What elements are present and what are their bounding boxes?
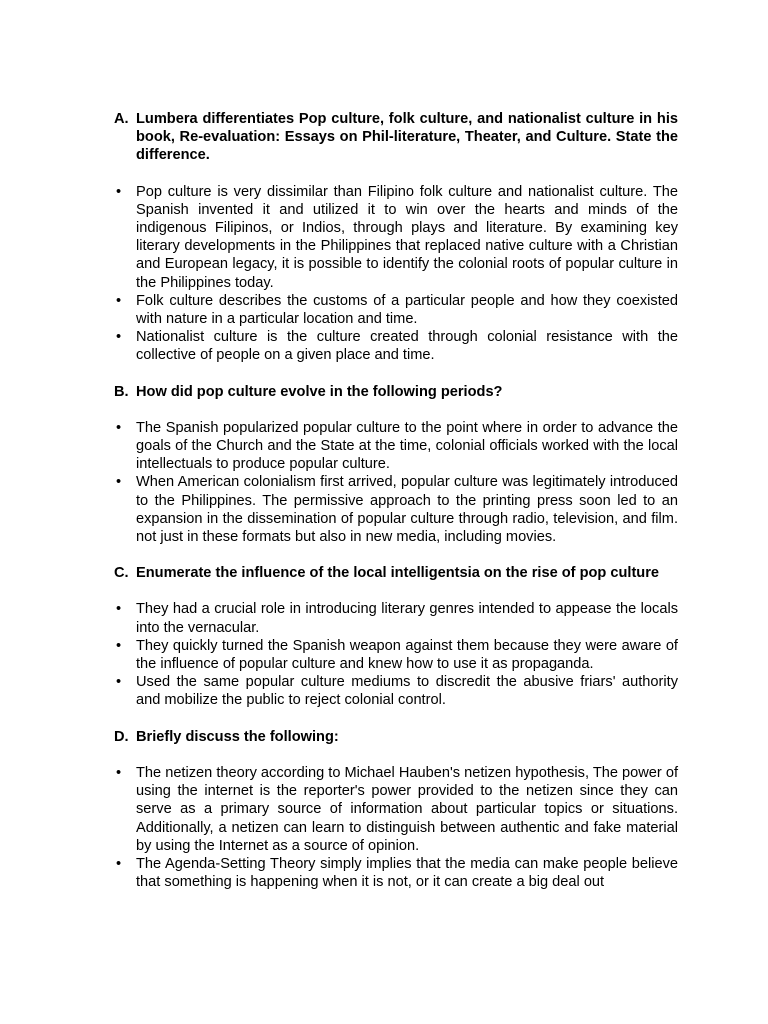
- bullet-icon: •: [116, 292, 122, 309]
- section-b: [114, 383, 678, 547]
- answer-list: [114, 419, 678, 546]
- question-text: Briefly discuss the following:: [136, 728, 339, 745]
- answer-text: The netizen theory according to Michael Hauben's netizen hypothesis, The power of using the internet is the reporter's power provided to the netizen since they can serve as a primary source of information about particular topics or situations. Additionally, a netizen can learn to distinguish between authentic and fake material by using the Internet as a source of opinion.: [136, 764, 678, 854]
- document-content: [114, 110, 678, 891]
- bullet-icon: •: [116, 855, 122, 872]
- bullet-icon: •: [116, 419, 122, 436]
- list-item: [114, 183, 678, 292]
- answer-text: The Spanish popularized popular culture to the point where in order to advance the goals of the Church and the State at the time, colonial officials worked with the local intellectuals to produce popular culture.: [136, 419, 678, 473]
- answer-list: [114, 600, 678, 709]
- list-item: [114, 637, 678, 673]
- answer-list: [114, 764, 678, 891]
- question-b: [114, 383, 678, 401]
- answer-text: They had a crucial role in introducing literary genres intended to appease the locals into the vernacular.: [136, 601, 678, 636]
- bullet-icon: •: [116, 601, 122, 618]
- question-text: How did pop culture evolve in the following periods?: [136, 383, 503, 400]
- question-letter: D.: [114, 728, 129, 745]
- section-c: [114, 564, 678, 709]
- bullet-icon: •: [116, 474, 122, 491]
- list-item: [114, 419, 678, 474]
- question-letter: A.: [114, 111, 129, 127]
- question-c: [114, 564, 678, 582]
- answer-text: Nationalist culture is the culture created through colonial resistance with the collective of people on a given place and time.: [136, 329, 678, 364]
- list-item: [114, 600, 678, 636]
- question-letter: B.: [114, 383, 129, 400]
- answer-list: [114, 183, 678, 365]
- question-a: [114, 110, 678, 165]
- section-d: [114, 728, 678, 892]
- list-item: [114, 292, 678, 328]
- question-text: Enumerate the influence of the local intelligentsia on the rise of pop culture: [136, 565, 660, 582]
- answer-text: Folk culture describes the customs of a particular people and how they coexisted with nature in a particular location and time.: [136, 292, 678, 328]
- bullet-icon: •: [116, 183, 122, 200]
- question-text: Lumbera differentiates Pop culture, folk culture, and nationalist culture in his book, Re-evaluation: Essays on Phil-literature, Theater, and Culture. State the difference.: [136, 111, 678, 164]
- answer-text: They quickly turned the Spanish weapon against them because they were aware of the influence of popular culture and knew how to use it as propaganda.: [136, 637, 678, 673]
- answer-text: Pop culture is very dissimilar than Filipino folk culture and nationalist culture. The Spanish invented it and utilized it to win over the hearts and minds of the indigenous Filipinos, or Indios, through plays and literature. By examining key literary developments in the Philippines that replaced native culture with a Christian and European legacy, it is possible to identify the colonial roots of popular culture in the Philippines today.: [136, 183, 678, 291]
- section-a: [114, 110, 678, 365]
- question-letter: C.: [114, 565, 129, 582]
- list-item: [114, 473, 678, 546]
- question-d: [114, 728, 678, 746]
- answer-text: The Agenda-Setting Theory simply implies that the media can make people believe that something is happening when it is not, or it can create a big deal out: [136, 855, 678, 891]
- list-item: [114, 673, 678, 709]
- bullet-icon: •: [116, 637, 122, 654]
- answer-text: Used the same popular culture mediums to discredit the abusive friars' authority and mobilize the public to reject colonial control.: [136, 674, 678, 709]
- bullet-icon: •: [116, 329, 122, 346]
- list-item: [114, 328, 678, 364]
- bullet-icon: •: [116, 674, 122, 691]
- list-item: [114, 764, 678, 855]
- bullet-icon: •: [116, 764, 122, 781]
- answer-text: When American colonialism first arrived, popular culture was legitimately introduced to the Philippines. The permissive approach to the printing press soon led to an expansion in the dissemination of popular culture through radio, television, and film. not just in these formats but also in new media, including movies.: [136, 474, 678, 546]
- list-item: [114, 855, 678, 891]
